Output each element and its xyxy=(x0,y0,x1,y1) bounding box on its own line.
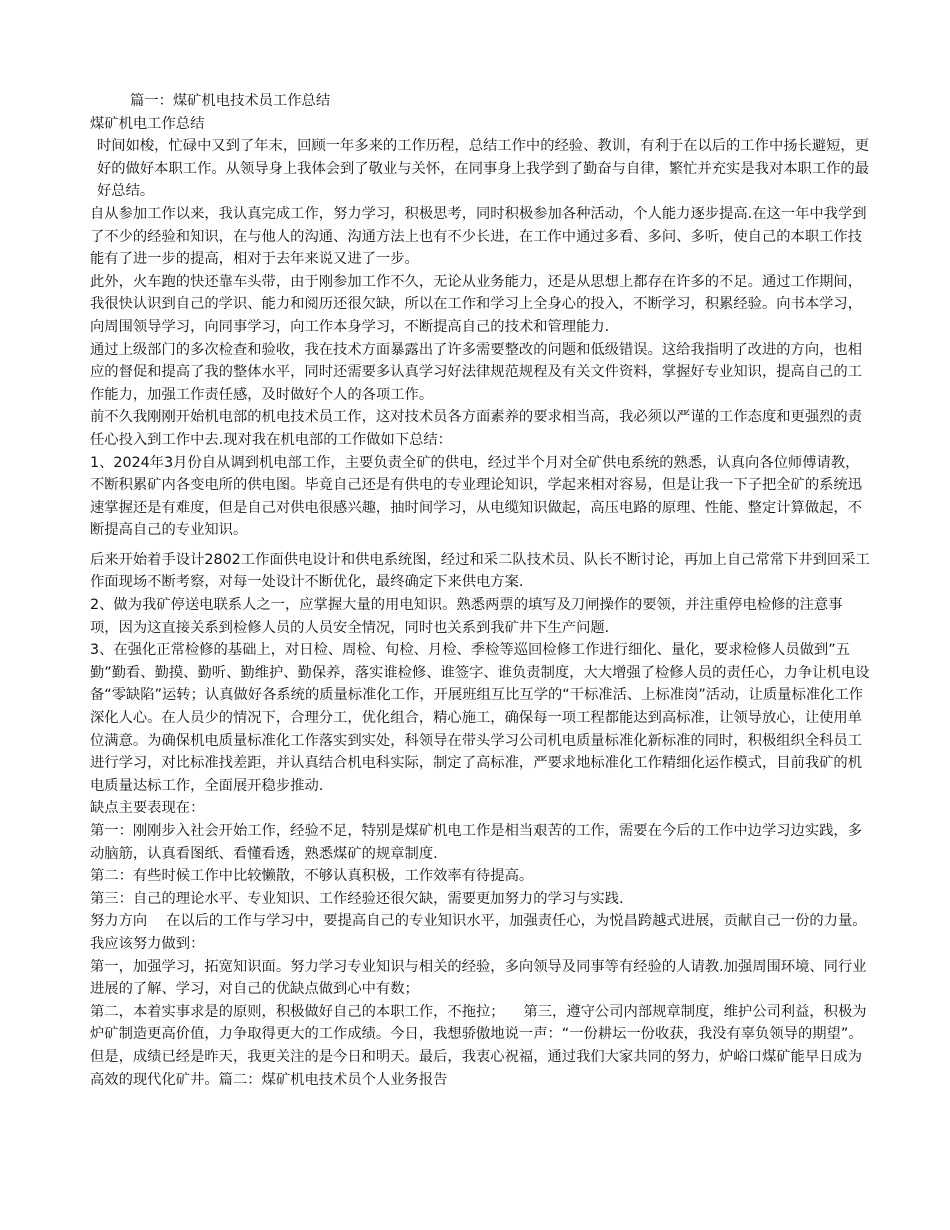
paragraph-item-2: 2、做为我矿停送电联系人之一，应掌握大量的用电知识。熟悉两票的填写及刀闸操作的要领，并注重停电检修的注意事项，因为这直接关系到检修人员的人员安全情况，同时也关系到我矿井下生产问题. xyxy=(90,597,843,636)
paragraph-item-1: 1、2024年3月份自从调到机电部工作，主要负责全矿的供电，经过半个月对全矿供电系统的熟悉，认真向各位师傅请教，不断积累矿内各变电所的供电图。毕竟自己还是有供电的专业理论知识，学起来相对容易，但是让我一下子把全矿的系统迅速掌握还是有难度，但是自己对供电很感兴趣，抽时间学习，从电缆知识做起，高压电路的原理、性能、整定计算做起，不断提高自己的专业知识。 xyxy=(90,454,863,539)
paragraph-weakness-3: 第三：自己的理论水平、专业知识、工作经验还很欠缺，需要更加努力的学习与实践. xyxy=(90,890,624,907)
paragraph-design: 后来开始着手设计2802工作面供电设计和供电系统图，经过和采二队技术员、队长不断讨论，再加上自己常常下井到回采工作面现场不断考察，对每一处设计不断优化，最终确定下来供电方案. xyxy=(90,551,870,591)
paragraph-goal-1: 第一，加强学习，拓宽知识面。努力学习专业知识与相关的经验，多向领导及同事等有经验的人请教.加强周围环境、同行业进展的了解、学习，对自己的优缺点做到心中有数； xyxy=(90,958,867,998)
paragraph-direction: 努力方向 在以后的工作与学习中，要提高自己的专业知识水平，加强责任心，为悦昌跨越式进展，贡献自己一份的力量。我应该努力做到： xyxy=(90,913,867,952)
paragraph-item-3: 3、在强化正常检修的基础上，对日检、周检、旬检、月检、季检等巡回检修工作进行细化、量化，要求检修人员做到”五勤”勤看、勤摸、勤听、勤维护、勤保养，落实谁检修、谁签字、谁负责制度，大大增强了检修人员的责任心，力争让机电设备“零缺陷”运转；认真做好各系统的质量标准化工作，开展班组互比互学的“干标准活、上标准岗”活动，让质量标准化工作深化人心。在人员少的情况下，合理分工，优化组合，精心施工，确保每一项工程都能达到高标准，让领导放心，让使用单位满意。为确保机电质量标准化工作落实到实处，科领导在带头学习公司机电质量标准化新标准的同时，积极组织全科员工进行学习，对比标准找差距，并认真结合机电科实际，制定了高标准，严要求地标准化工作精细化运作模式，目前我矿的机电质量达标工作，全面展开稳步推动. xyxy=(90,642,870,794)
document-subtitle: 煤矿机电工作总结 xyxy=(90,115,205,132)
paragraph-goal-2-3: 第二，本着实事求是的原则，积极做好自己的本职工作，不拖拉； 第三，遵守公司内部规章制度，维护公司利益，积极为炉矿制造更高价值，力争取得更大的工作成绩。今日，我想骄傲地说一声：“一份耕坛一份收获，我没有辜负领导的期望”。但是，成绩已经是昨天，我更关注的是今日和明天。最后，我衷心祝福，通过我们大家共同的努力，炉峪口煤矿能早日成为高效的现代化矿井。篇二：煤矿机电技术员个人业务报告 xyxy=(90,1003,867,1088)
paragraph-inspection: 通过上级部门的多次检查和验收，我在技术方面暴露出了许多需要整改的问题和低级错误。这给我指明了改进的方向，也相应的督促和提高了我的整体水平，同时还需要多认真学习好法律规范规程及有关文件资料，掌握好专业知识，提高自己的工作能力，加强工作责任感，及时做好个人的各项工作。 xyxy=(90,341,863,403)
paragraph-summary-intro: 前不久我刚刚开始机电部的机电技术员工作，这对技术员各方面素养的要求相当高，我必须以严谨的工作态度和更强烈的责任心投入到工作中去.现对我在机电部的工作做如下总结： xyxy=(90,409,863,448)
document-body xyxy=(90,90,870,1091)
paragraph-weakness-2: 第二：有些时候工作中比较懒散，不够认真积极，工作效率有待提高。 xyxy=(90,868,534,885)
paragraph-weakness-1: 第一：刚刚步入社会开始工作，经验不足，特别是煤矿机电工作是相当艰苦的工作，需要在今后的工作中边学习边实践，多动脑筋，认真看图纸、看懂看透，熟悉煤矿的规章制度. xyxy=(90,823,863,862)
paragraph-weakness-heading: 缺点主要表现在： xyxy=(90,800,205,817)
document-title: 篇一：煤矿机电技术员工作总结 xyxy=(130,93,331,109)
paragraph-intro: 时间如梭，忙碌中又到了年末，回顾一年多来的工作历程，总结工作中的经验、教训，有利于在以后的工作中扬长避短，更好的做好本职工作。从领导身上我体会到了敬业与关怀，在同事身上我学到了勤奋与自律，繁忙并充实是我对本职工作的最好总结。 xyxy=(97,138,870,200)
paragraph-learning: 自从参加工作以来，我认真完成工作，努力学习，积极思考，同时积极参加各种活动，个人能力逐步提高.在这一年中我学到了不少的经验和知识，在与他人的沟通、沟通方法上也有不少长进，在工作中通过多看、多问、多听，使自己的本职工作技能有了进一步的提高，相对于去年来说又进了一步。 xyxy=(90,205,867,268)
paragraph-shortcomings: 此外，火车跑的快还靠车头带，由于刚参加工作不久，无论从业务能力，还是从思想上都存在许多的不足。通过工作期间，我很快认识到自己的学识、能力和阅历还很欠缺，所以在工作和学习上全身心的投入，不断学习，积累经验。向书本学习，向周围领导学习，向同事学习，向工作本身学习，不断提高自己的技术和管理能力. xyxy=(90,273,863,335)
